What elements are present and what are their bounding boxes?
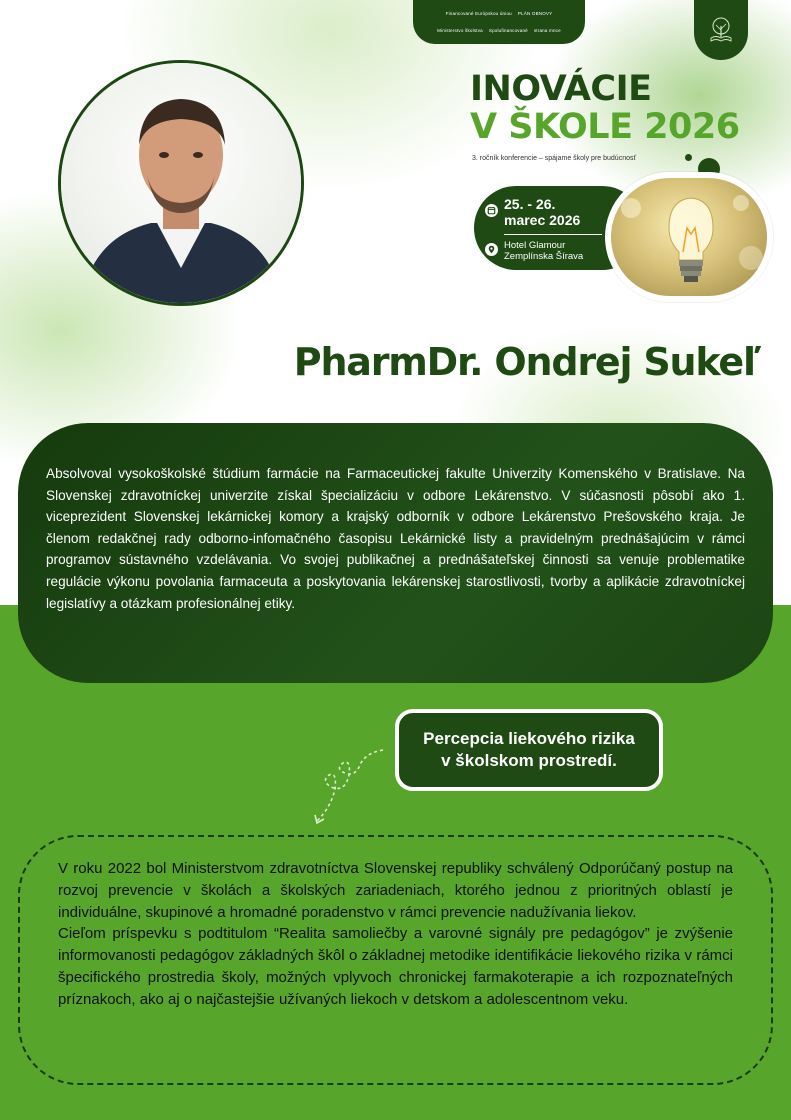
event-venue-line1: Hotel Glamour	[504, 240, 566, 251]
conference-logo	[694, 0, 748, 60]
event-venue-line2: Zemplínska Šírava	[504, 251, 584, 262]
event-info-divider	[504, 234, 602, 235]
partner-logo-cofinanced: Spolufinancované	[488, 28, 528, 33]
event-title-line2: V ŠKOLE 2026	[470, 107, 740, 147]
speaker-name: PharmDr. Ondrej Sukeľ	[293, 340, 760, 384]
event-date-line1: 25. - 26.	[504, 196, 556, 212]
speaker-bio: Absolvoval vysokoškolské štúdium farmácie na Farmaceutickej fakulte Univerzity Komenského v Bratislave. Na Slovenskej zdravotníckej univerzite získal špecializáciu v odbore Lekárenstvo. V súčasnosti pôsobí ako 1. viceprezident Slovenskej lekárnickej komory a krajský odborník v odbore Lekárenstvo Prešovského kraja. Je členom redakčnej rady odborno-infomačného časopisu Lekárnické listy a pravidelným prednášajúcim v rámci programov sústavného vzdelávania. Vo svojej publikačnej a prednášateľskej činnosti sa venuje problematike regulácie výkonu povolania farmaceuta a poskytovania lekárenskej starostlivosti, tvorby a aplikácie zdravotníckej legislatívy a otázkam profesionálnej etiky.	[46, 466, 745, 611]
lightbulb-icon	[611, 178, 767, 296]
talk-title-box	[395, 709, 663, 791]
tree-book-icon	[704, 13, 738, 47]
location-pin-icon	[485, 243, 498, 256]
event-subtitle: 3. ročník konferencie – spájame školy pre budúcnosť	[472, 155, 637, 162]
talk-title-line2: v školskom prostredí.	[441, 751, 617, 770]
talk-abstract-box	[18, 835, 773, 1085]
partner-logo-strip	[413, 0, 585, 44]
decorative-dot-small	[685, 154, 692, 161]
partner-logo-plan-obnovy: PLÁN OBNOVY	[517, 11, 553, 16]
abstract-paragraph-1: V roku 2022 bol Ministerstvom zdravotníctva Slovenskej republiky schválený Odporúčaný postup na rozvoj prevencie v školách a školských zariadeniach, ktorého jednou z prioritných oblastí je individuálne, skupinové a hromadné poradenstvo v rámci prevencie nadužívania liekov.	[58, 860, 733, 921]
event-title	[470, 70, 770, 146]
lightbulb-image	[605, 172, 773, 302]
partner-logo-strana-mnce: strana mnce	[533, 28, 561, 33]
speaker-bio-card	[18, 423, 773, 683]
speaker-portrait	[58, 60, 304, 306]
event-date-line2: marec 2026	[504, 212, 581, 228]
partner-logo-ministry: Ministerstvo školstva	[437, 28, 483, 33]
partner-logo-eu: Financované Európskou úniou	[445, 11, 512, 16]
calendar-icon	[485, 204, 498, 217]
abstract-paragraph-2: Cieľom príspevku s podtitulom “Realita samoliečby a varovné signály pre pedagógov” je zvýšenie informovanosti pedagógov základných škôl o základnej metodike identifikácie liekového rizika v rámci špecifického prostredia školy, možných vplyvoch chronickej farmakoterapie a ich rozpoznateľných príznakoch, ako aj o najčastejšie užívaných liekoch v detskom a adolescentnom veku.	[58, 925, 733, 1008]
talk-title-line1: Percepcia liekového rizika	[423, 729, 635, 748]
curly-arrow-icon	[305, 745, 390, 830]
speaker-photo	[61, 63, 301, 303]
event-title-line1: INOVÁCIE	[470, 69, 652, 109]
